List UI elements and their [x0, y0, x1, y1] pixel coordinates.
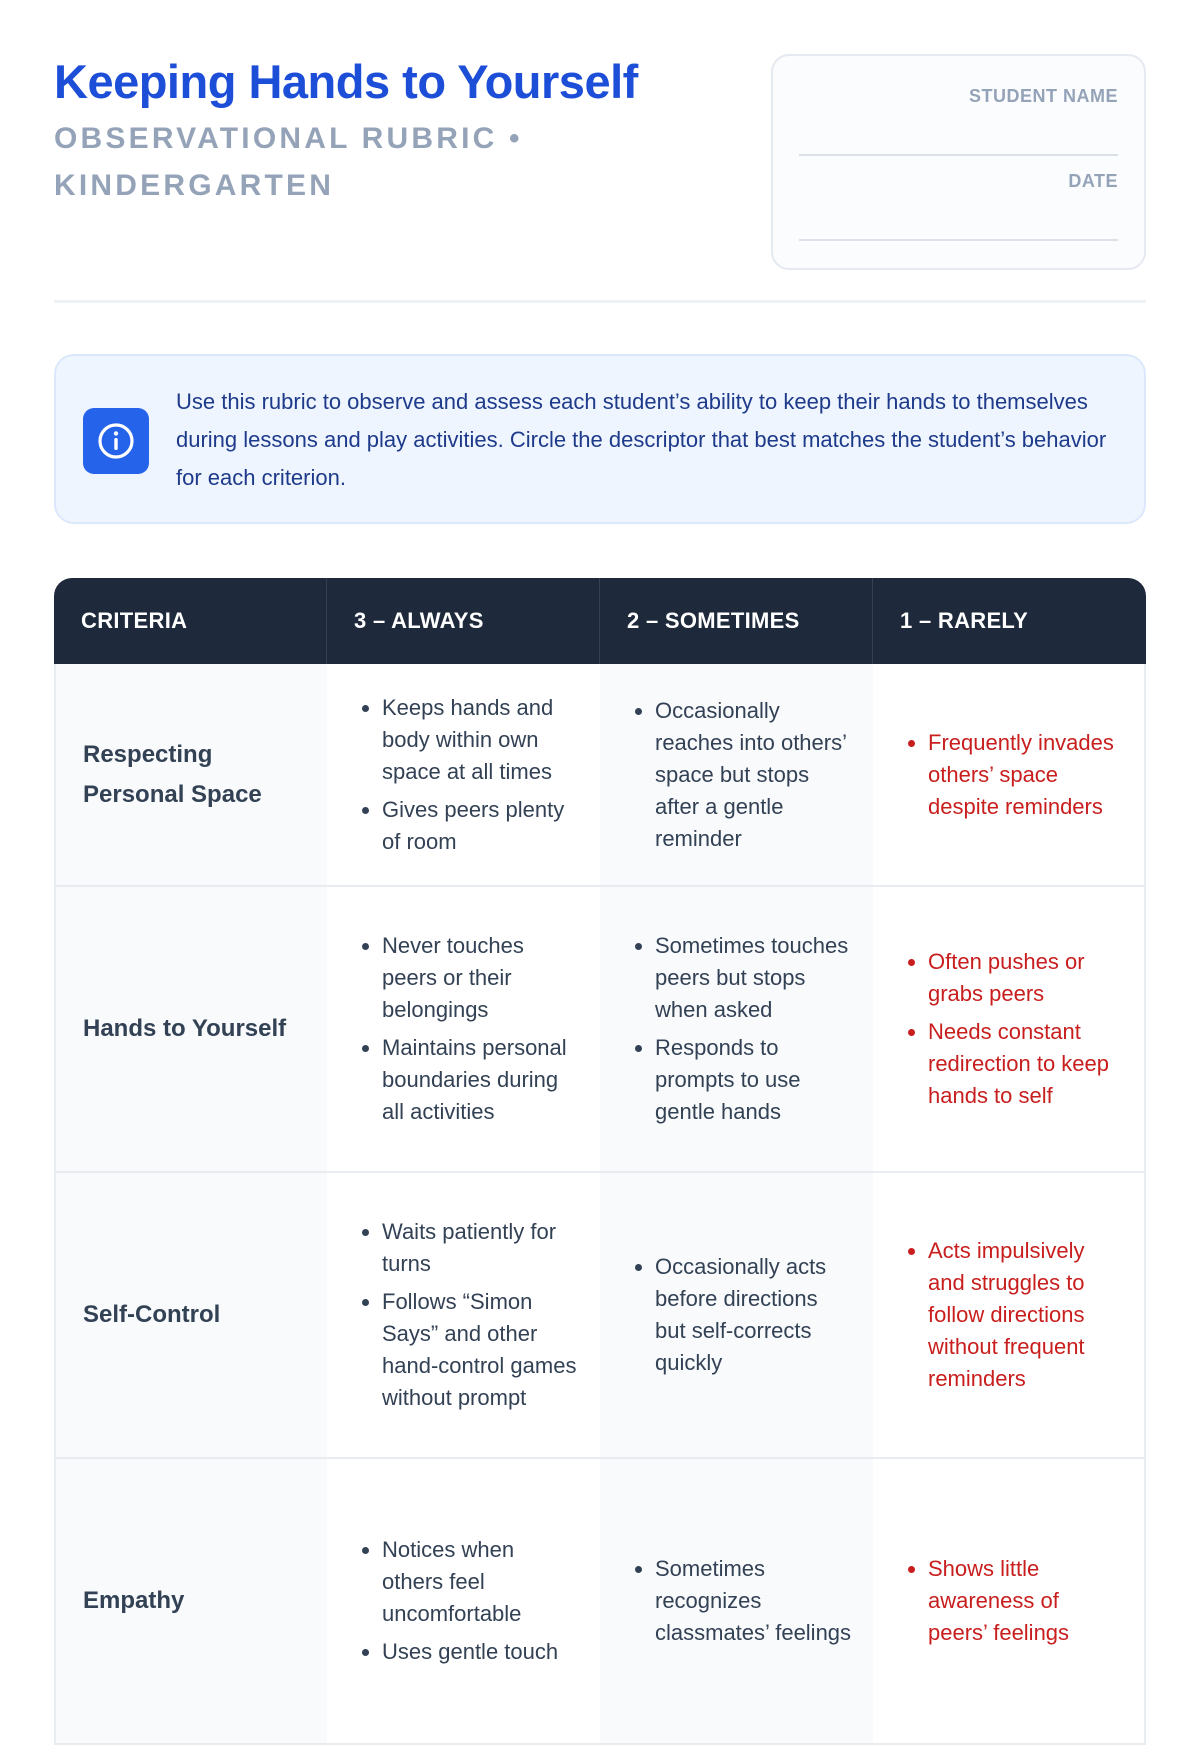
student-info-card — [771, 54, 1146, 270]
criterion-cell: Hands to Yourself — [54, 887, 327, 1173]
list-item: • Occasionally reaches into others’ space but stops after a gentle reminder — [655, 695, 853, 855]
page-subtitle: OBSERVATIONAL RUBRIC • KINDERGARTEN — [54, 122, 523, 202]
list-item: • Often pushes or grabs peers — [928, 946, 1124, 1010]
column-header-sometimes: 2 – SOMETIMES — [600, 578, 873, 664]
descriptor-cell-sometimes[interactable] — [600, 1173, 873, 1459]
descriptor-cell-always[interactable] — [327, 1459, 600, 1745]
info-icon — [83, 408, 149, 474]
list-item: • Responds to prompts to use gentle hands — [655, 1032, 853, 1128]
list-item: • Sometimes touches peers but stops when asked — [655, 930, 853, 1026]
criterion-cell: Self-Control — [54, 1173, 327, 1459]
descriptor-cell-always[interactable] — [327, 664, 600, 887]
list-item: • Sometimes recognizes classmates’ feelings — [655, 1553, 853, 1649]
list-item: • Acts impulsively and struggles to follow directions without frequent reminders — [928, 1235, 1124, 1395]
student-name-field[interactable] — [799, 154, 1118, 156]
descriptor-cell-rarely[interactable] — [873, 1173, 1146, 1459]
descriptor-cell-rarely[interactable] — [873, 1459, 1146, 1745]
column-header-rarely: 1 – RARELY — [873, 578, 1146, 664]
list-item: • Needs constant redirection to keep hands to self — [928, 1016, 1124, 1112]
date-field[interactable] — [799, 239, 1118, 241]
list-item: • Frequently invades others’ space despite reminders — [928, 727, 1124, 823]
descriptor-cell-sometimes[interactable] — [600, 887, 873, 1173]
rubric-page — [54, 0, 1146, 1664]
descriptor-cell-rarely[interactable] — [873, 887, 1146, 1173]
table-row — [54, 887, 1146, 1173]
list-item: • Never touches peers or their belongings — [382, 930, 580, 1026]
list-item: • Occasionally acts before directions but self-corrects quickly — [655, 1251, 853, 1379]
page-header — [54, 0, 1146, 303]
descriptor-cell-rarely[interactable] — [873, 664, 1146, 887]
list-item: • Notices when others feel uncomfortable — [382, 1534, 580, 1630]
descriptor-cell-sometimes[interactable] — [600, 1459, 873, 1745]
list-item: • Keeps hands and body within own space at all times — [382, 692, 580, 788]
criterion-cell: Respecting Personal Space — [54, 664, 327, 887]
page-title: Keeping Hands to Yourself — [54, 55, 638, 108]
student-name-label: STUDENT NAME — [969, 86, 1118, 106]
rubric-header-row — [54, 578, 1146, 664]
rubric-table — [54, 578, 1146, 1745]
descriptor-cell-always[interactable] — [327, 887, 600, 1173]
column-header-always: 3 – ALWAYS — [327, 578, 600, 664]
table-row — [54, 1173, 1146, 1459]
descriptor-cell-always[interactable] — [327, 1173, 600, 1459]
list-item: • Waits patiently for turns — [382, 1216, 580, 1280]
descriptor-cell-sometimes[interactable] — [600, 664, 873, 887]
list-item: • Uses gentle touch — [382, 1636, 580, 1668]
list-item: • Shows little awareness of peers’ feelings — [928, 1553, 1124, 1649]
list-item: • Gives peers plenty of room — [382, 794, 580, 858]
table-row — [54, 1459, 1146, 1745]
list-item: • Maintains personal boundaries during all activities — [382, 1032, 580, 1128]
instructions-box — [54, 354, 1146, 524]
list-item: • Follows “Simon Says” and other hand-control games without prompt — [382, 1286, 580, 1414]
column-header-criteria: CRITERIA — [54, 578, 327, 664]
criterion-cell: Empathy — [54, 1459, 327, 1745]
table-row — [54, 664, 1146, 887]
instructions-text: Use this rubric to observe and assess each student’s ability to keep their hands to themselves during lessons and play activities. Circle the descriptor that best matches the student’s behavior for each criterion. — [176, 389, 1107, 490]
date-label: DATE — [1068, 171, 1118, 191]
